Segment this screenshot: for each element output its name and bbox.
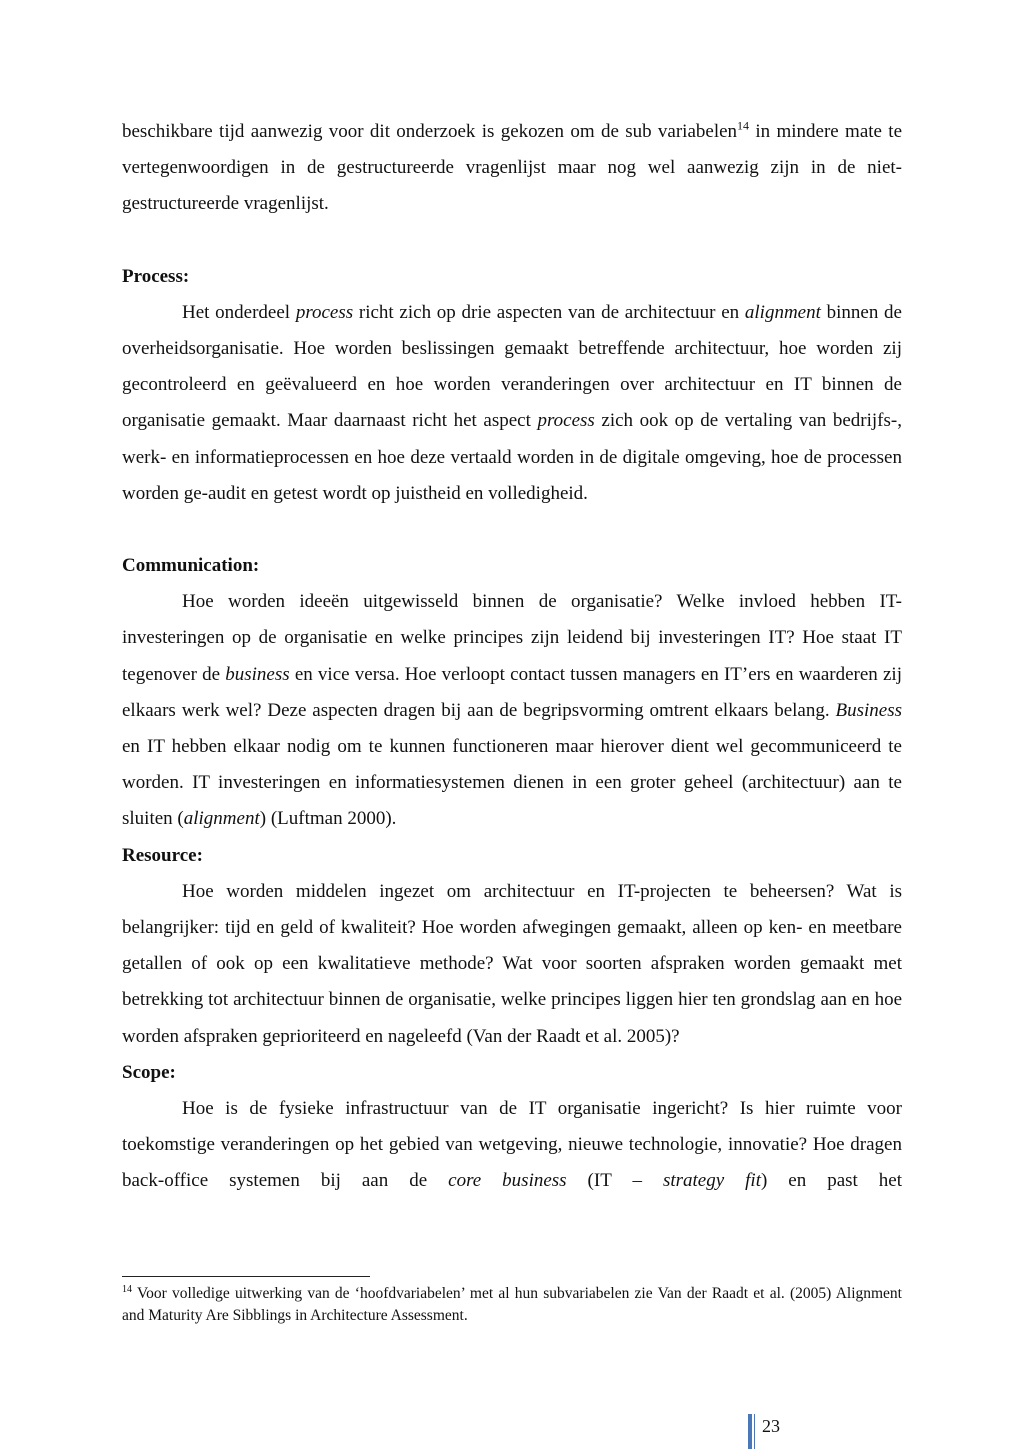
communication-emphasis: business <box>225 663 290 685</box>
footnote-reference[interactable]: 14 <box>737 118 750 133</box>
communication-text: ) (Luftman 2000). <box>259 808 397 830</box>
process-heading: Process: <box>122 265 190 287</box>
process-text: zich ook op de vertaling van bedrijfs-, werk- en informatieprocessen en hoe deze vertaald worden in de digitale omgeving, hoe de processen worden ge-audit en getest wordt op juistheid en volledigheid. <box>122 410 902 504</box>
body-text <box>122 114 902 1200</box>
communication-text: en vice versa. Hoe verloopt contact tussen managers en IT’ers en waarderen zij elkaars werk wel? Deze aspecten dragen bij aan de begripsvorming omtrent elkaars belang. <box>122 663 902 721</box>
process-paragraph <box>122 295 902 512</box>
process-text: richt zich op drie aspecten van de architectuur en <box>353 301 745 323</box>
page-number-bar <box>748 1414 752 1449</box>
communication-text: en IT hebben elkaar nodig om te kunnen functioneren maar hierover dient wel gecommuniceerd te worden. IT investeringen en informatiesystemen dienen in een groter geheel (architectuur) aan te sluiten ( <box>122 736 902 830</box>
communication-heading: Communication: <box>122 555 260 577</box>
resource-heading: Resource: <box>122 844 203 866</box>
footnote-number: 14 <box>122 1283 132 1295</box>
intro-text-a: beschikbare tijd aanwezig voor dit onderzoek is gekozen om de sub variabelen <box>122 121 738 142</box>
process-emphasis: process <box>537 410 595 432</box>
page-number: 23 <box>762 1416 780 1436</box>
process-text: binnen de overheidsorganisatie. Hoe worden beslissingen gemaakt betreffende architectuur, hoe worden zij gecontroleerd en geëvalueerd en hoe worden veranderingen over architectuur en IT binnen de organisatie gemaakt. Maar daarnaast richt het aspect <box>122 301 902 432</box>
resource-paragraph: Hoe worden middelen ingezet om architectuur en IT-projecten te beheersen? Wat is belangrijker: tijd en geld of kwaliteit? Hoe worden afwegingen gemaakt, alleen op ken- en meetbare getallen of ook op een kwalitatieve methode? Wat voor soorten afspraken worden gemaakt met betrekking tot architectuur binnen de organisatie, welke principes liggen hier ten grondslag aan en hoe worden afspraken geprioriteerd en nageleefd (Van der Raadt et al. 2005)? <box>122 880 902 1047</box>
page-number-bar-thin <box>754 1414 755 1449</box>
process-emphasis: alignment <box>744 301 821 323</box>
communication-text: Hoe worden ideeën uitgewisseld binnen de organisatie? Welke invloed hebben IT-investeringen op de organisatie en welke principes zijn leidend bij investeringen IT? Hoe staat IT tegenover de <box>122 591 902 685</box>
communication-paragraph <box>122 584 902 837</box>
intro-text-b: in mindere mate te vertegenwoordigen in de gestructureerde vragenlijst maar nog wel aanwezig zijn in de niet-gestructureerde vragenlijst. <box>122 121 902 215</box>
section-gap <box>122 512 902 548</box>
scope-paragraph <box>122 1091 902 1200</box>
scope-text: ) en past het <box>760 1170 903 1192</box>
scope-emphasis: core business <box>448 1170 567 1192</box>
process-text: Het onderdeel <box>182 301 296 323</box>
scope-text: Hoe is de fysieke infrastructuur van de IT organisatie ingericht? Is hier ruimte voor toekomstige veranderingen op het gebied van wetgeving, nieuwe technologie, innovatie? Hoe dragen back-office systemen bij aan de <box>122 1098 902 1192</box>
communication-emphasis: Business <box>835 699 902 721</box>
process-emphasis: process <box>295 301 354 323</box>
footnote-divider <box>122 1276 370 1277</box>
intro-paragraph <box>122 114 902 223</box>
scope-emphasis: strategy fit <box>662 1170 761 1192</box>
footnote <box>122 1283 902 1327</box>
footnote-text: Voor volledige uitwerking van de ‘hoofdvariabelen’ met al hun subvariabelen zie Van der Raadt et al. (2005) Alignment and Maturity Are Sibblings in Architecture Assessment. <box>122 1285 902 1324</box>
scope-heading: Scope: <box>122 1061 176 1083</box>
communication-emphasis: alignment <box>183 808 260 830</box>
section-gap <box>122 223 902 259</box>
scope-text: (IT – <box>566 1170 663 1192</box>
